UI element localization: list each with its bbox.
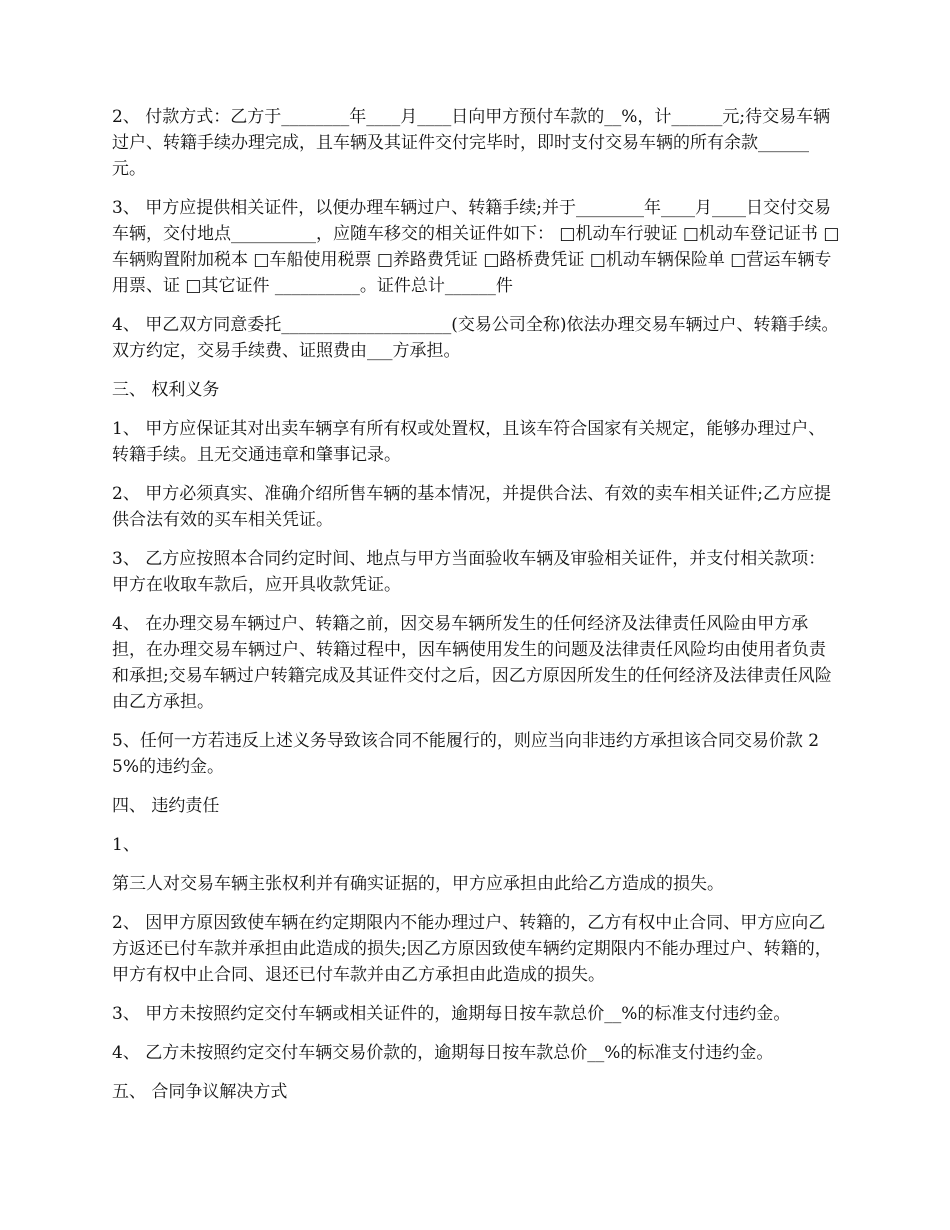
clause-ownership-guarantee: 1、 甲方应保证其对出卖车辆享有所有权或处置权，且该车符合国家有关规定，能够办理过户、转籍手续。且无交通违章和肇事记录。 [112, 419, 826, 465]
clause-risk-allocation: 4、 在办理交易车辆过户、转籍之前，因交易车辆所发生的任何经济及法律责任风险由甲方承担，在办理交易车辆过户、转籍过程中，因车辆使用发生的问题及法律责任风险均由使用者负责和承担;交易车辆过户转籍完成及其证件交付之后，因乙方原因所发生的任何经济及法律责任风险由乙方承担。 [112, 614, 832, 712]
clause-penalty-25-percent: 5、任何一方若违反上述义务导致该合同不能履行的，则应当向非违约方承担该合同交易价款 25%的违约金。 [112, 731, 820, 777]
section-heading-dispute-resolution: 五、 合同争议解决方式 [112, 1082, 288, 1102]
clause-payment-method: 2、 付款方式：乙方于________年____月____日向甲方预付车款的__%，计______元;待交易车辆过户、转籍手续办理完成，且车辆及其证件交付完毕时，即时支付交易车辆的所有余款______元。 [112, 107, 831, 179]
section-heading-rights-obligations: 三、 权利义务 [112, 380, 220, 400]
contract-page [112, 104, 842, 1118]
clause-third-party-claim: 第三人对交易车辆主张权利并有确实证据的，甲方应承担由此给乙方造成的损失。 [112, 874, 724, 894]
clause-vehicle-disclosure: 2、 甲方必须真实、准确介绍所售车辆的基本情况，并提供合法、有效的卖车相关证件;乙方应提供合法有效的买车相关凭证。 [112, 484, 831, 530]
clause-transfer-agent: 4、 甲乙双方同意委托____________________(交易公司全称)依法办理交易车辆过户、转籍手续。双方约定，交易手续费、证照费由___方承担。 [112, 315, 839, 361]
clause-inspection-payment: 3、 乙方应按照本合同约定时间、地点与甲方当面验收车辆及审验相关证件，并支付相关款项：甲方在收取车款后，应开具收款凭证。 [112, 549, 826, 595]
section-heading-liability: 四、 违约责任 [112, 796, 220, 816]
clause-liability-1-number: 1、 [112, 835, 140, 855]
clause-seller-late-penalty: 3、 甲方未按照约定交付车辆或相关证件的，逾期每日按车款总价__%的标准支付违约金。 [112, 1004, 791, 1024]
clause-termination: 2、 因甲方原因致使车辆在约定期限内不能办理过户、转籍的，乙方有权中止合同、甲方应向乙方返还已付车款并承担由此造成的损失;因乙方原因致使车辆约定期限内不能办理过户、转籍的，甲方有权中止合同、退还已付车款并由乙方承担由此造成的损失。 [112, 913, 832, 985]
clause-buyer-late-penalty: 4、 乙方未按照约定交付车辆交易价款的，逾期每日按车款总价__%的标准支付违约金。 [112, 1043, 774, 1063]
clause-documents-delivery: 3、 甲方应提供相关证件，以便办理车辆过户、转籍手续;并于________年____月____日交付交易车辆，交付地点__________，应随车移交的相关证件如下： □机动车行驶证 □机动车登记证书 □车辆购置附加税本 □车船使用税票 □养路费凭证 □路桥费凭证 □机动车辆保险单 □营运车辆专用票、证 □其它证件 __________。证件总计______件 [112, 198, 840, 296]
